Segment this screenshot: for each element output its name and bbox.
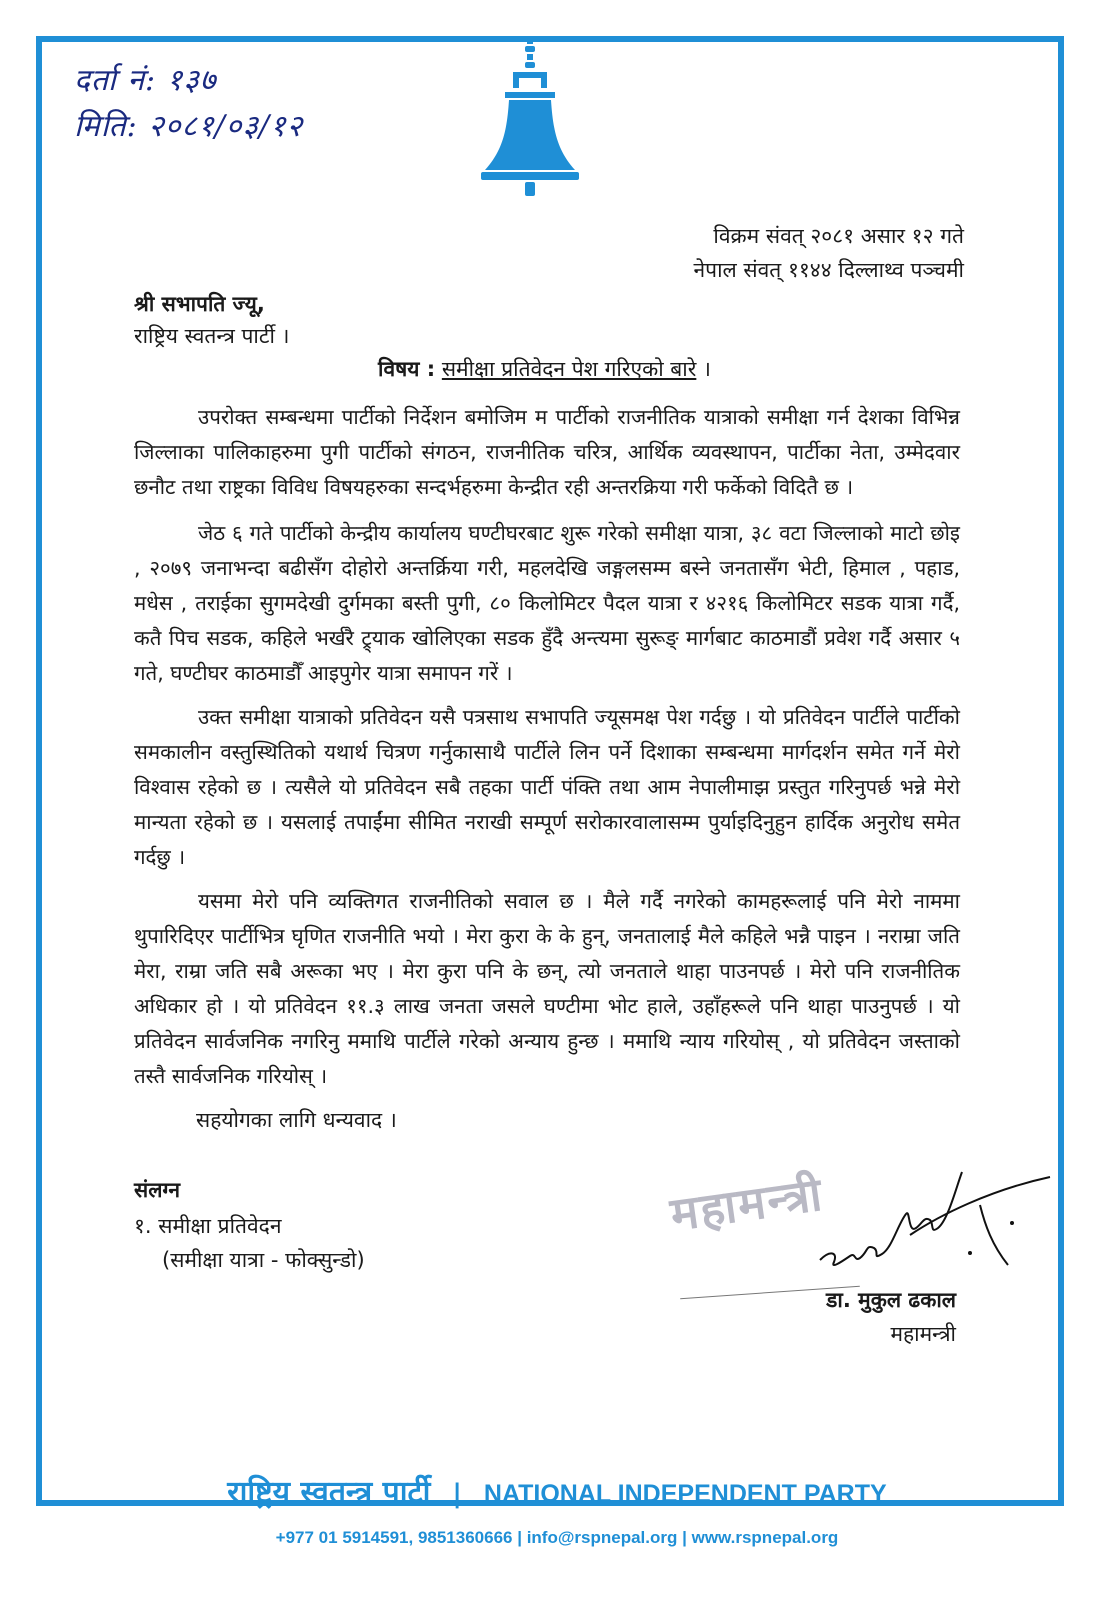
body-paragraph-2: जेठ ६ गते पार्टीको केन्द्रीय कार्यालय घण्टीघरबाट शुरू गरेको समीक्षा यात्रा, ३८ वटा जिल्लाको माटो छोइ , २०७९ जनाभन्दा बढीसँग दोहोरो अन्तर्क्रिया गरी, महलदेखि जङ्गलसम्म बस्ने जनतासँग भेटी, हिमाल , पहाड, मधेस , तराईका सुगमदेखी दुर्गमका बस्ती पुगी, ८० किलोमिटर पैदल यात्रा र ४२१६ किलोमिटर सडक यात्रा गर्दै, कतै पिच सडक, कहिले भर्खरै ट्र्याक खोलिएका सडक हुँदै अन्त्यमा सुरूङ् मार्गबाट काठमाडौं प्रवेश गर्दै असार ५ गते, घण्टीघर काठमाडौँ आइपुगेर यात्रा समापन गरें । (134, 521, 960, 685)
addressee-organization: राष्ट्रिय स्वतन्त्र पार्टी । (134, 324, 290, 348)
attachment-heading: संलग्न (134, 1178, 180, 1202)
official-stamp: महामन्त्री (667, 1166, 827, 1242)
bell-logo-icon (475, 38, 585, 198)
body-paragraph-3: उक्त समीक्षा यात्राको प्रतिवेदन यसै पत्रसाथ सभापति ज्यूसमक्ष पेश गर्दछु । यो प्रतिवेदन पार्टीले पार्टीको समकालीन वस्तुस्थितिको यथार्थ चित्रण गर्नुकासाथै पार्टीले लिन पर्ने दिशाका सम्बन्धमा मार्गदर्शन समेत गर्ने मेरो विश्वास रहेको छ । त्यसैले यो प्रतिवेदन सबै तहका पार्टी पंक्ति तथा आम नेपालीमाझ प्रस्तुत गरिनुपर्छ भन्ने मेरो मान्यता रहेको छ । यसलाई तपाईंमा सीमित नराखी सम्पूर्ण सरोकारवालासम्म पुर्याइदिनुहुन हार्दिक अनुरोध समेत गर्दछु । (134, 705, 960, 869)
date-bikram-sambat: विक्रम संवत् २०८१ असार १२ गते (713, 224, 964, 248)
subject-line (378, 355, 711, 383)
addressee-name: श्री सभापति ज्यू, (134, 292, 265, 316)
party-name-nepali: राष्ट्रिय स्वतन्त्र पार्टी (227, 1475, 431, 1510)
handwritten-signature (800, 1165, 1060, 1285)
party-name-english: NATIONAL INDEPENDENT PARTY (483, 1480, 887, 1508)
body-paragraph-1: उपरोक्त सम्बन्धमा पार्टीको निर्देशन बमोजिम म पार्टीको राजनीतिक यात्राको समीक्षा गर्न देशका विभिन्न जिल्लाका पालिकाहरुमा पुगी पार्टीको संगठन, राजनीतिक चरित्र, आर्थिक व्यवस्थापन, पार्टीका नेता, उम्मेदवार छनौट तथा राष्ट्रका विविध विषयहरुका सन्दर्भहरुमा केन्द्रीत रही अन्तरक्रिया गरी फर्केको विदितै छ । (134, 405, 960, 499)
footer-contact-info: +977 01 5914591, 9851360666 | info@rspnepal.org | www.rspnepal.org (275, 1528, 839, 1547)
attachment-item: १. समीक्षा प्रतिवेदन (134, 1214, 282, 1238)
footer-separator: | (452, 1479, 462, 1509)
signer-name: डा. मुकुल ढकाल (826, 1288, 956, 1312)
subject-end: । (696, 357, 711, 381)
body-paragraph-4: यसमा मेरो पनि व्यक्तिगत राजनीतिको सवाल छ । मैले गर्दै नगरेको कामहरूलाई पनि मेरो नाममा थुपारिदिएर पार्टीभित्र घृणित राजनीति भयो । मेरा कुरा के के हुन्, जनतालाई मैले कहिले भन्नै पाइन । नराम्रा जति मेरा, राम्रा जति सबै अरूका भए । मेरा कुरा पनि के छन्, त्यो जनताले थाहा पाउनपर्छ । मेरो पनि राजनीतिक अधिकार हो । यो प्रतिवेदन ११.३ लाख जनता जसले घण्टीमा भोट हाले, उहाँहरूले पनि थाहा पाउनुपर्छ । यो प्रतिवेदन सार्वजनिक नगरिनु ममाथि पार्टीले गरेको अन्याय हुन्छ । ममाथि न्याय गरियोस् , यो प्रतिवेदन जस्ताको तस्तै सार्वजनिक गरियोस् । (134, 889, 960, 1088)
closing-thanks: सहयोगका लागि धन्यवाद । (196, 1108, 397, 1132)
signer-title: महामन्त्री (890, 1322, 956, 1346)
subject-label: विषय : (378, 357, 436, 381)
footer-party-name (0, 1470, 1114, 1511)
handwritten-registration-number: दर्ता नं: १३७ (74, 63, 217, 98)
handwritten-date: मिति: २०८१/०३/१२ (74, 109, 304, 144)
subject-text: समीक्षा प्रतिवेदन पेश गरिएको बारे (441, 357, 697, 381)
attachment-item-detail: (समीक्षा यात्रा - फोक्सुन्डो) (162, 1248, 365, 1272)
date-nepal-sambat: नेपाल संवत् ११४४ दिल्लाथ्व पञ्चमी (693, 258, 964, 282)
